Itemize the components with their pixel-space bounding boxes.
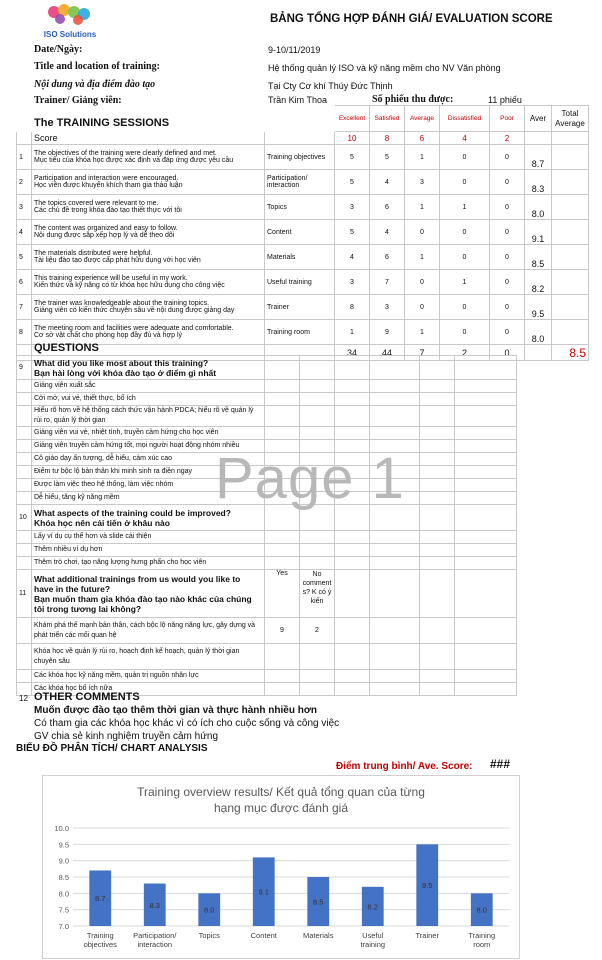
session-category: Topics xyxy=(265,195,335,220)
weight-satisfied: 8 xyxy=(370,132,405,145)
answer-text: Các khóa học kỹ năng mềm, quản trị nguồn nhân lực xyxy=(32,670,265,683)
weight-poor: 2 xyxy=(490,132,525,145)
chart-container xyxy=(42,775,520,959)
logo-icon xyxy=(34,2,106,32)
answer-text: Dễ hiểu, tăng kỹ năng mềm xyxy=(32,492,265,505)
title-value: Hệ thống quản lý ISO và kỹ năng mềm cho NV Văn phòng xyxy=(268,63,501,73)
answer-text: Cô giáo dạy ấn tượng, dễ hiểu, cảm xúc cao xyxy=(32,453,265,466)
y-tick-label: 8.5 xyxy=(58,873,69,882)
y-tick-label: 9.5 xyxy=(58,840,69,850)
sessions-table xyxy=(16,105,589,361)
session-row xyxy=(17,220,589,245)
score-label: Score xyxy=(32,132,265,145)
answer-text: Cởi mở, vui vẻ, thiết thực, bổ ích xyxy=(32,393,265,406)
rating-count: 0 xyxy=(440,320,490,345)
ave-score-value: ### xyxy=(490,757,511,771)
answer-text: Giảng viên truyền cảm hứng tốt, mọi người hoạt động nhóm nhiều xyxy=(32,440,265,453)
row-average: 9.1 xyxy=(525,220,552,245)
rating-count: 9 xyxy=(370,320,405,345)
answer-row xyxy=(17,618,517,644)
ave-score-label: Điểm trung bình/ Ave. Score: xyxy=(336,761,473,772)
rating-count: 1 xyxy=(440,270,490,295)
rating-count: 1 xyxy=(405,195,440,220)
x-tick-label: Content xyxy=(250,931,277,940)
x-tick-label: Participation/ xyxy=(133,931,177,940)
rating-count: 0 xyxy=(440,245,490,270)
col-aver: Aver xyxy=(525,106,552,132)
bar-value-label: 8.2 xyxy=(367,902,378,912)
col-satisfied: Satisfied xyxy=(370,106,405,132)
iso-solutions-logo xyxy=(34,2,106,42)
question-vi: Kiến thức và kỹ năng có từ khóa học hữu dụng cho công việc xyxy=(34,282,225,289)
question-vi: Mục tiêu của khóa học được xác định và đáp ứng được yêu cầu xyxy=(34,157,234,164)
answer-text: Hiểu rõ hơn về hệ thống cách thức vận hành PDCA; hiểu rõ về quản lý rủi ro, quản lý thời gian xyxy=(32,406,265,427)
rating-count: 3 xyxy=(405,170,440,195)
date-value: 9-10/11/2019 xyxy=(268,45,321,55)
row-average: 8.2 xyxy=(525,270,552,295)
comments-heading: OTHER COMMENTS xyxy=(34,691,140,703)
rating-count: 4 xyxy=(370,170,405,195)
rating-count: 5 xyxy=(335,170,370,195)
logo-text: ISO Solutions xyxy=(43,30,97,39)
session-row xyxy=(17,145,589,170)
y-tick-label: 8.0 xyxy=(58,889,69,899)
yes-count: 9 xyxy=(265,618,300,644)
x-tick-label: training xyxy=(360,940,386,949)
row-number: 2 xyxy=(17,170,32,195)
comments-row-number: 12 xyxy=(19,694,28,703)
answer-row xyxy=(17,380,517,393)
answer-row xyxy=(17,406,517,427)
question-title: What did you like most about this training? Bạn hài lòng với khóa đào tạo ở điểm gì nhất xyxy=(32,356,265,380)
question-en: Participation and interaction were encouraged. xyxy=(34,175,179,182)
rating-count: 8 xyxy=(335,295,370,320)
answer-text: Giảng viên vui vẻ, nhiệt tình, truyền cảm hứng cho học viên xyxy=(32,427,265,440)
answer-row xyxy=(17,644,517,670)
comment-line: Muốn được đào tạo thêm thời gian và thực hành nhiều hơn xyxy=(34,705,318,716)
session-row xyxy=(17,245,589,270)
x-tick-label: Topics xyxy=(198,931,220,940)
chart-title-line: Training overview results/ Kết quả tổng quan của từng xyxy=(137,785,425,799)
title-label: Title and location of training: xyxy=(34,61,160,72)
bar-chart xyxy=(43,776,519,958)
rating-count: 5 xyxy=(335,145,370,170)
session-category: Training objectives xyxy=(265,145,335,170)
rating-count: 0 xyxy=(405,270,440,295)
session-category: Training room xyxy=(265,320,335,345)
session-category: Participation/ interaction xyxy=(265,170,335,195)
total-poor: 0 xyxy=(490,345,525,361)
forms-value: 11 phiếu xyxy=(488,95,522,105)
session-question xyxy=(32,245,265,270)
y-tick-label: 9.0 xyxy=(58,856,69,866)
row-number: 4 xyxy=(17,220,32,245)
row-average: 8.0 xyxy=(525,195,552,220)
weight-dissatisfied: 4 xyxy=(440,132,490,145)
trainer-value: Trần Kim Thoa xyxy=(268,95,328,105)
x-tick-label: Materials xyxy=(303,931,334,940)
session-category: Useful training xyxy=(265,270,335,295)
rating-count: 6 xyxy=(370,245,405,270)
session-row xyxy=(17,320,589,345)
y-tick-label: 10.0 xyxy=(54,824,69,833)
answer-text: Lấy ví dụ cụ thể hơn và slide cải thiện xyxy=(32,531,265,544)
questions-table xyxy=(16,355,517,696)
x-tick-label: Training xyxy=(468,931,496,940)
rating-count: 1 xyxy=(405,320,440,345)
x-tick-label: objectives xyxy=(83,940,117,949)
session-question xyxy=(32,220,265,245)
rating-count: 0 xyxy=(440,220,490,245)
answer-row xyxy=(17,557,517,570)
rating-count: 4 xyxy=(335,245,370,270)
weight-average: 6 xyxy=(405,132,440,145)
answer-row xyxy=(17,427,517,440)
row-average: 8.5 xyxy=(525,245,552,270)
yes-label: Yes xyxy=(265,570,300,618)
row-average: 8.0 xyxy=(525,320,552,345)
question-en: The trainer was knowledgeable about the training topics. xyxy=(34,300,210,307)
session-question xyxy=(32,295,265,320)
rating-count: 5 xyxy=(335,220,370,245)
rating-count: 1 xyxy=(440,195,490,220)
answer-row xyxy=(17,531,517,544)
x-tick-label: Trainer xyxy=(415,931,439,940)
question-en: The topics covered were relevant to me. xyxy=(34,200,159,207)
page-title: BẢNG TỔNG HỢP ĐÁNH GIÁ/ EVALUATION SCORE xyxy=(270,13,553,25)
rating-count: 1 xyxy=(405,145,440,170)
question-vi: Nội dung được sắp xếp hợp lý và dễ theo dõi xyxy=(34,232,175,239)
answer-text: Khám phá thế mạnh bản thân, cách bộc lộ năng năng lực, gây dựng và phát triển các mối quan hệ xyxy=(32,618,265,644)
sessions-heading: The TRAINING SESSIONS xyxy=(34,117,170,129)
total-satisfied: 44 xyxy=(370,345,405,361)
x-tick-label: Useful xyxy=(362,931,384,940)
y-tick-label: 7.5 xyxy=(58,905,69,915)
row-average: 9.5 xyxy=(525,295,552,320)
row-number: 3 xyxy=(17,195,32,220)
rating-count: 0 xyxy=(490,320,525,345)
rating-count: 1 xyxy=(405,245,440,270)
rating-count: 3 xyxy=(335,270,370,295)
rating-count: 0 xyxy=(440,295,490,320)
session-row xyxy=(17,195,589,220)
session-question xyxy=(32,170,265,195)
no-count: 2 xyxy=(300,618,335,644)
bar-value-label: 8.0 xyxy=(204,905,215,915)
row-average: 8.3 xyxy=(525,170,552,195)
session-category: Trainer xyxy=(265,295,335,320)
col-total-average: Total Average xyxy=(552,106,589,132)
question-number: 10 xyxy=(17,505,32,531)
session-category: Content xyxy=(265,220,335,245)
answer-row xyxy=(17,544,517,557)
answer-row xyxy=(17,670,517,683)
weight-excellent: 10 xyxy=(335,132,370,145)
grand-average: 8.5 xyxy=(552,345,589,361)
rating-count: 6 xyxy=(370,195,405,220)
question-title: What additional trainings from us would you like to have in the future? Bạn muốn tham gia khóa đào tạo nào khác của chúng tôi trong tương lai không? xyxy=(32,570,265,618)
row-number: 1 xyxy=(17,145,32,170)
question-en: The materials distributed were helpful. xyxy=(34,250,153,257)
session-category: Materials xyxy=(265,245,335,270)
answer-text: Điểm tư bộc lộ bản thân khi minh sinh ra điền ngay xyxy=(32,466,265,479)
bar-value-label: 8.0 xyxy=(476,905,487,915)
rating-count: 0 xyxy=(490,245,525,270)
total-dissatisfied: 2 xyxy=(440,345,490,361)
row-number: 8 xyxy=(17,320,32,345)
x-tick-label: interaction xyxy=(137,940,173,949)
col-poor: Poor xyxy=(490,106,525,132)
chart-title-line: hạng mục được đánh giá xyxy=(214,801,348,815)
question-en: The content was organized and easy to follow. xyxy=(34,225,178,232)
col-dissatisfied: Dissatisfied xyxy=(440,106,490,132)
rating-count: 7 xyxy=(370,270,405,295)
questions-heading: QUESTIONS xyxy=(34,342,99,354)
rating-count: 0 xyxy=(405,220,440,245)
answer-text: Khóa học về quản lý rủi ro, hoạch định kế hoạch, quản lý thời gian chuyên sâu xyxy=(32,644,265,670)
question-en: The meeting room and facilities were adequate and comfortable. xyxy=(34,325,234,332)
trainer-label: Trainer/ Giảng viên: xyxy=(34,95,122,106)
bar-value-label: 8.5 xyxy=(313,897,324,907)
question-number: 9 xyxy=(17,356,32,380)
session-question xyxy=(32,320,265,345)
answer-row xyxy=(17,393,517,406)
page-watermark: Page 1 xyxy=(215,446,405,511)
no-comment-label: No comment s? K có ý kiến xyxy=(300,570,335,618)
question-vi: Tài liệu đào tạo được cấp phát hữu dụng với học viên xyxy=(34,257,201,264)
question-vi: Các chủ đề trong khóa đào tạo thiết thực với tôi xyxy=(34,207,182,214)
session-question xyxy=(32,145,265,170)
rating-count: 0 xyxy=(405,295,440,320)
analysis-heading: BIỂU ĐỒ PHÂN TÍCH/ CHART ANALYSIS xyxy=(16,743,208,754)
rating-count: 0 xyxy=(490,145,525,170)
bar-value-label: 8.3 xyxy=(149,900,160,910)
session-row xyxy=(17,170,589,195)
session-question xyxy=(32,195,265,220)
comment-line: GV chia sẻ kinh nghiệm truyền cảm hứng xyxy=(34,731,219,742)
total-average: 7 xyxy=(405,345,440,361)
rating-count: 3 xyxy=(335,195,370,220)
rating-count: 1 xyxy=(335,320,370,345)
rating-count: 5 xyxy=(370,145,405,170)
answer-text: Thêm nhiều ví dụ hơn xyxy=(32,544,265,557)
y-tick-label: 7.0 xyxy=(58,922,69,931)
session-row xyxy=(17,270,589,295)
rating-count: 4 xyxy=(370,220,405,245)
x-tick-label: Training xyxy=(86,931,114,940)
rating-count: 0 xyxy=(490,295,525,320)
col-average: Average xyxy=(405,106,440,132)
x-tick-label: room xyxy=(473,940,491,949)
row-number: 7 xyxy=(17,295,32,320)
forms-label: Số phiếu thu được: xyxy=(372,94,454,105)
question-number: 11 xyxy=(17,570,32,618)
question-vi: Cơ sở vật chất cho phòng họp đầy đủ và hợp lý xyxy=(34,332,183,339)
row-number: 6 xyxy=(17,270,32,295)
rating-count: 0 xyxy=(490,270,525,295)
question-en: This training experience will be useful in my work. xyxy=(34,275,188,282)
content-value: Tại Cty Cơ khí Thúy Đức Thịnh xyxy=(268,81,393,91)
rating-count: 0 xyxy=(490,170,525,195)
rating-count: 0 xyxy=(490,195,525,220)
comment-line: Có tham gia các khóa học khác vì có ích cho cuộc sống và công việc xyxy=(34,718,340,729)
session-row xyxy=(17,295,589,320)
total-excellent: 34 xyxy=(335,345,370,361)
question-vi: Học viên được khuyến khích tham gia thảo luận xyxy=(34,182,183,189)
answer-text: Giảng viên xuất sắc xyxy=(32,380,265,393)
question-vi: Giảng viên có kiến thức chuyên sâu về nội dung được giảng dạy xyxy=(34,307,235,314)
answer-text: Thêm trò chơi, tạo năng lượng hưng phấn cho học viên xyxy=(32,557,265,570)
rating-count: 0 xyxy=(490,220,525,245)
date-label: Date/Ngày: xyxy=(34,44,83,55)
question-title: What aspects of the training could be improved? Khóa học nên cải tiến ở khâu nào xyxy=(32,505,265,531)
answer-text: Các khóa học bổ ích nữa xyxy=(32,683,265,696)
rating-count: 0 xyxy=(440,145,490,170)
bar-value-label: 9.1 xyxy=(258,887,269,897)
question-en: The objectives of the training were clearly defined and met. xyxy=(34,150,217,157)
content-label: Nội dung và địa điểm đào tạo xyxy=(34,79,156,90)
row-number: 5 xyxy=(17,245,32,270)
rating-count: 3 xyxy=(370,295,405,320)
rating-count: 0 xyxy=(440,170,490,195)
answer-text: Được làm việc theo hệ thống, làm việc nhóm xyxy=(32,479,265,492)
bar-value-label: 9.5 xyxy=(422,881,433,891)
row-average: 8.7 xyxy=(525,145,552,170)
session-question xyxy=(32,270,265,295)
col-excellent: Excellent xyxy=(335,106,370,132)
bar-value-label: 8.7 xyxy=(95,894,106,904)
